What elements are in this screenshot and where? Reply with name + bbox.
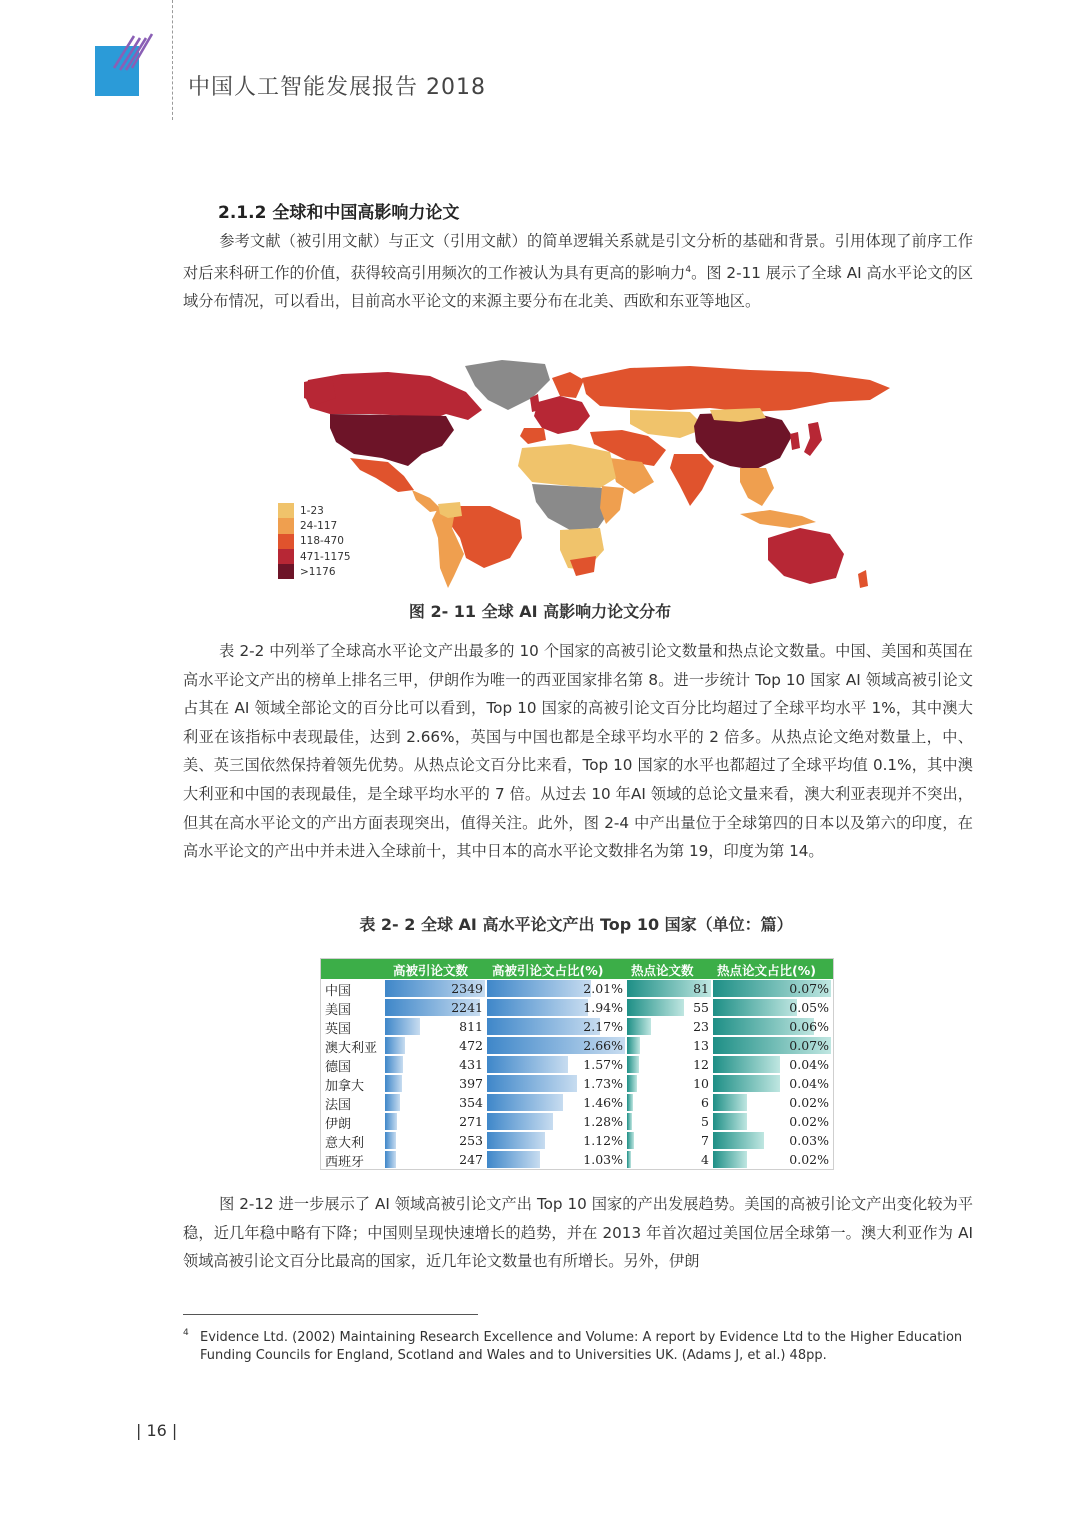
cell-hc-count xyxy=(385,1075,485,1092)
value-hot-count: 23 xyxy=(693,1019,709,1034)
legend-item xyxy=(278,534,351,549)
header-hc-count: 高被引论文数 xyxy=(393,963,469,978)
body-paragraph-2 xyxy=(183,637,973,866)
cell-hot-count xyxy=(627,1018,711,1035)
world-map xyxy=(270,358,910,590)
cell-hc-count xyxy=(385,980,485,997)
report-title: 中国人工智能发展报告 2018 xyxy=(188,75,486,100)
country-name: 中国 xyxy=(325,984,352,999)
paragraph-2-text: 表 2-2 中列举了全球高水平论文产出最多的 10 个国家的高被引论文数量和热点论文数量。中国、美国和英国在高水平论文产出的榜单上排名三甲，伊朗作为唯一的西亚国家排名第 8。进一步统计 Top 10 国家 AI 领域高被引论文占其在 AI 领域全部论文的百分比可以看到，Top 10 国家的高被引论文百分比均超过了全球平均水平 1%，其中澳大利亚在该指标中表现最佳，达到 2.66%，英国与中国也都是全球平均水平的 2 倍多。从热点论文绝对数量上，中、美、英三国依然保持着领先优势。从热点论文百分比来看，Top 10 国家的水平也都超过了全球平均值 0.1%，其中澳大利亚和中国的表现最佳，是全球平均水平的 7 倍。从过去 10 年AI 领域的总论文量来看，澳大利亚表现并不突出，但其在高水平论文的产出方面表现突出，值得关注。此外，图 2-4 中产出量位于全球第四的日本以及第六的印度，在高水平论文的产出中并未进入全球前十，其中日本的高水平论文数排名为第 19，印度为第 14。 xyxy=(183,642,973,861)
legend-swatch xyxy=(278,534,294,549)
value-hc-count: 271 xyxy=(459,1114,483,1129)
bar-hc-count xyxy=(385,1056,403,1073)
value-hc-pct: 2.17% xyxy=(583,1019,623,1034)
legend-item xyxy=(278,503,351,518)
bar-hot-pct xyxy=(713,1075,780,1092)
map-japan xyxy=(804,422,822,456)
value-hc-pct: 1.57% xyxy=(583,1057,623,1072)
cell-hot-pct xyxy=(713,999,831,1016)
bar-hc-pct xyxy=(487,1056,568,1073)
country-name: 美国 xyxy=(325,1003,352,1018)
value-hot-count: 55 xyxy=(693,1000,709,1015)
bar-hot-pct xyxy=(713,1132,764,1149)
table-row xyxy=(321,979,833,998)
bar-hc-pct xyxy=(487,1075,577,1092)
legend-label: 24-117 xyxy=(300,519,338,532)
country-name: 澳大利亚 xyxy=(325,1041,378,1056)
cell-hot-pct xyxy=(713,980,831,997)
header-hot-count: 热点论文数 xyxy=(631,963,694,978)
country-name: 西班牙 xyxy=(325,1155,365,1170)
value-hc-count: 354 xyxy=(459,1095,483,1110)
value-hot-pct: 0.02% xyxy=(789,1152,829,1167)
bar-hc-pct xyxy=(487,1113,553,1130)
bar-hc-count xyxy=(385,1113,397,1130)
cell-hot-count xyxy=(627,1132,711,1149)
value-hc-count: 253 xyxy=(459,1133,483,1148)
value-hot-count: 81 xyxy=(693,981,709,996)
page-number: | 16 | xyxy=(136,1421,178,1440)
map-australia xyxy=(768,528,844,584)
value-hc-pct: 1.94% xyxy=(583,1000,623,1015)
map-central-africa xyxy=(532,484,612,530)
legend-item xyxy=(278,518,351,533)
table-row xyxy=(321,998,833,1017)
legend-swatch xyxy=(278,503,294,518)
cell-hc-pct xyxy=(487,1075,625,1092)
table-row xyxy=(321,1093,833,1112)
header-hot-pct: 热点论文占比(%) xyxy=(717,963,816,978)
cell-hot-pct xyxy=(713,1075,831,1092)
bar-hot-pct xyxy=(713,1056,780,1073)
country-name: 伊朗 xyxy=(325,1117,352,1132)
value-hot-count: 5 xyxy=(701,1114,709,1129)
value-hc-count: 431 xyxy=(459,1057,483,1072)
table-row xyxy=(321,1131,833,1150)
value-hc-count: 472 xyxy=(459,1038,483,1053)
cell-hot-count xyxy=(627,1075,711,1092)
report-logo xyxy=(92,28,162,98)
bar-hc-pct xyxy=(487,1132,545,1149)
value-hot-pct: 0.07% xyxy=(789,981,829,996)
value-hc-count: 397 xyxy=(459,1076,483,1091)
bar-hc-pct xyxy=(487,1151,540,1168)
bar-hc-pct xyxy=(487,999,588,1016)
table-row xyxy=(321,1150,833,1169)
map-iberia xyxy=(520,428,546,444)
table-row xyxy=(321,1074,833,1093)
bar-hot-pct xyxy=(713,1113,747,1130)
legend-item xyxy=(278,549,351,564)
footnote-text: Evidence Ltd. (2002) Maintaining Research Excellence and Volume: A report by Evidence Ltd to the Higher Education Funding Councils for England, Scotland and Wales and to Universities UK. (Adams J, et al.) 48pp. xyxy=(200,1330,963,1363)
bar-hot-pct xyxy=(713,999,797,1016)
bar-hot-count xyxy=(627,1151,631,1168)
bar-hc-count xyxy=(385,1094,400,1111)
table-header-row xyxy=(321,959,833,979)
section-heading: 2.1.2 全球和中国高影响力论文 xyxy=(218,203,460,223)
paragraph-1-text-b: 。图 2-11 展示了全球 AI 高水平论文的区域分布情况，可以看出，目前高水平论文的来源主要分布在北美、西欧和东亚等地区。 xyxy=(183,263,974,311)
legend-label: 118-470 xyxy=(300,535,344,548)
value-hot-count: 13 xyxy=(693,1038,709,1053)
country-name: 意大利 xyxy=(325,1136,365,1151)
header-divider xyxy=(172,0,173,120)
cell-hc-count xyxy=(385,1094,485,1111)
top10-table xyxy=(320,958,834,1170)
cell-hot-count xyxy=(627,1037,711,1054)
value-hot-pct: 0.05% xyxy=(789,1000,829,1015)
bar-hc-count xyxy=(385,1018,420,1035)
value-hot-pct: 0.06% xyxy=(789,1019,829,1034)
value-hot-pct: 0.04% xyxy=(789,1057,829,1072)
footnote-reference: 4 xyxy=(685,264,692,275)
paragraph-3-text: 图 2-12 进一步展示了 AI 领域高被引论文产出 Top 10 国家的产出发展趋势。美国的高被引论文产出变化较为平稳，近几年稳中略有下降；中国则呈现快速增长的趋势，并在 2013 年首次超过美国位居全球第一。澳大利亚作为 AI 领域高被引论文百分比最高的国家，近几年论文数量也有所增长。另外，伊朗 xyxy=(183,1195,973,1271)
legend-swatch xyxy=(278,518,294,533)
value-hot-pct: 0.02% xyxy=(789,1114,829,1129)
value-hot-count: 4 xyxy=(701,1152,709,1167)
country-name: 德国 xyxy=(325,1060,352,1075)
cell-hot-count xyxy=(627,1151,711,1168)
cell-hot-pct xyxy=(713,1094,831,1111)
map-korea xyxy=(790,432,800,450)
bar-hot-count xyxy=(627,999,684,1016)
country-name: 加拿大 xyxy=(325,1079,365,1094)
value-hc-count: 2241 xyxy=(451,1000,483,1015)
map-scandinavia xyxy=(552,372,584,398)
legend-swatch xyxy=(278,564,294,579)
bar-hot-count xyxy=(627,1113,632,1130)
cell-hot-count xyxy=(627,999,711,1016)
bar-hot-count xyxy=(627,1132,634,1149)
cell-hot-pct xyxy=(713,1132,831,1149)
bar-hc-pct xyxy=(487,1094,563,1111)
footnote-divider xyxy=(183,1314,478,1315)
value-hot-pct: 0.03% xyxy=(789,1133,829,1148)
bar-hot-count xyxy=(627,1037,640,1054)
value-hc-pct: 1.46% xyxy=(583,1095,623,1110)
value-hc-pct: 2.66% xyxy=(583,1038,623,1053)
table-row xyxy=(321,1017,833,1036)
cell-hot-pct xyxy=(713,1037,831,1054)
figure-caption: 图 2- 11 全球 AI 高影响力论文分布 xyxy=(408,602,672,621)
cell-hot-pct xyxy=(713,1056,831,1073)
cell-hc-pct xyxy=(487,980,625,997)
cell-hot-count xyxy=(627,1113,711,1130)
value-hot-pct: 0.07% xyxy=(789,1038,829,1053)
bar-hot-count xyxy=(627,1075,637,1092)
value-hot-pct: 0.04% xyxy=(789,1076,829,1091)
cell-hc-pct xyxy=(487,1132,625,1149)
value-hc-pct: 1.12% xyxy=(583,1133,623,1148)
value-hot-count: 10 xyxy=(693,1076,709,1091)
cell-hc-pct xyxy=(487,1094,625,1111)
cell-hc-pct xyxy=(487,1151,625,1168)
map-usa xyxy=(330,414,454,466)
cell-hot-pct xyxy=(713,1151,831,1168)
bar-hot-pct xyxy=(713,1151,747,1168)
footnote-number: 4 xyxy=(183,1328,189,1338)
value-hot-count: 6 xyxy=(701,1095,709,1110)
map-new-zealand xyxy=(858,570,868,588)
bar-hc-count xyxy=(385,1132,396,1149)
cell-hc-pct xyxy=(487,999,625,1016)
bar-hot-pct xyxy=(713,1094,747,1111)
table-title: 表 2- 2 全球 AI 高水平论文产出 Top 10 国家（单位：篇） xyxy=(359,915,793,934)
table-row xyxy=(321,1112,833,1131)
bar-hc-count xyxy=(385,1151,396,1168)
bar-hot-count xyxy=(627,1018,651,1035)
value-hc-pct: 1.03% xyxy=(583,1152,623,1167)
header-hc-pct: 高被引论文占比(%) xyxy=(492,963,604,978)
value-hc-pct: 1.28% xyxy=(583,1114,623,1129)
bar-hc-count xyxy=(385,1075,402,1092)
body-paragraph-3 xyxy=(183,1190,973,1276)
legend-label: >1176 xyxy=(300,565,336,578)
legend-swatch xyxy=(278,549,294,564)
map-india xyxy=(670,454,714,506)
body-paragraph-1 xyxy=(183,227,973,316)
table-row xyxy=(321,1055,833,1074)
cell-hc-count xyxy=(385,1113,485,1130)
cell-hot-count xyxy=(627,980,711,997)
value-hot-pct: 0.02% xyxy=(789,1095,829,1110)
country-name: 法国 xyxy=(325,1098,352,1113)
bar-hc-pct xyxy=(487,980,591,997)
cell-hot-count xyxy=(627,1094,711,1111)
cell-hc-count xyxy=(385,999,485,1016)
map-southeast-asia xyxy=(740,468,774,506)
cell-hc-count xyxy=(385,1018,485,1035)
cell-hc-count xyxy=(385,1037,485,1054)
cell-hot-count xyxy=(627,1056,711,1073)
bar-hot-count xyxy=(627,1056,639,1073)
value-hc-count: 247 xyxy=(459,1152,483,1167)
table-row xyxy=(321,1036,833,1055)
country-name: 英国 xyxy=(325,1022,352,1037)
paragraph-1-text-a: 参考文献（被引用文献）与正文（引用文献）的简单逻辑关系就是引文分析的基础和背景。引用体现了前序工作对后来科研工作的价值，获得较高引用频次的工作被认为具有更高的影响力 xyxy=(183,232,973,282)
value-hc-pct: 2.01% xyxy=(583,981,623,996)
map-indonesia xyxy=(740,510,816,528)
map-russia xyxy=(582,366,890,412)
value-hc-count: 811 xyxy=(459,1019,483,1034)
legend-label: 1-23 xyxy=(300,504,324,517)
bar-hc-count xyxy=(385,1037,405,1054)
cell-hc-pct xyxy=(487,1018,625,1035)
legend-item xyxy=(278,564,351,579)
cell-hot-pct xyxy=(713,1018,831,1035)
cell-hc-count xyxy=(385,1056,485,1073)
legend-label: 471-1175 xyxy=(300,550,351,563)
map-central-asia xyxy=(630,410,706,438)
bar-hot-count xyxy=(627,1094,633,1111)
map-central-america xyxy=(412,490,442,512)
map-legend xyxy=(278,503,351,579)
cell-hc-count xyxy=(385,1151,485,1168)
value-hot-count: 7 xyxy=(701,1133,709,1148)
cell-hc-count xyxy=(385,1132,485,1149)
map-north-africa xyxy=(518,444,616,488)
value-hc-pct: 1.73% xyxy=(583,1076,623,1091)
cell-hot-pct xyxy=(713,1113,831,1130)
cell-hc-pct xyxy=(487,1037,625,1054)
cell-hc-pct xyxy=(487,1113,625,1130)
value-hc-count: 2349 xyxy=(451,981,483,996)
cell-hc-pct xyxy=(487,1056,625,1073)
value-hot-count: 12 xyxy=(693,1057,709,1072)
